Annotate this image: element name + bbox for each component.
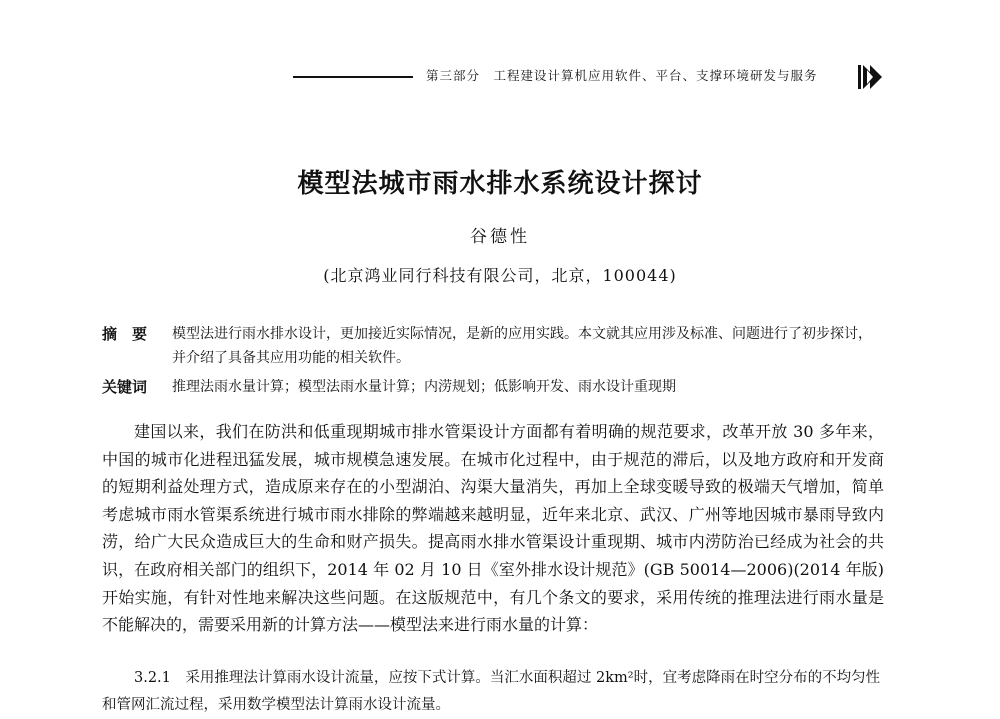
keywords-label: 关键词 [102,378,148,396]
article-author: 谷德性 [470,227,530,247]
header-arrow-icon [858,62,884,92]
abstract-label: 摘 要 [102,325,148,343]
abstract-text: 模型法进行雨水排水设计，更加接近实际情况，是新的应用实践。本文就其应用涉及标准、问题进行了初步探讨，并介绍了具备其应用功能的相关软件。 [172,326,872,366]
clause-paragraph: 3.2.1 采用推理法计算雨水设计流量，应按下式计算。当汇水面积超过 2km²时，宜考虑降雨在时空分布的不均匀性和管网汇流过程，采用数学模型法计算雨水设计流量。 [102,670,881,713]
header-rule [293,76,413,78]
article-title: 模型法城市雨水排水系统设计探讨 [297,169,703,199]
header-text: 第三部分 工程建设计算机应用软件、平台、支撑环境研发与服务 [426,68,818,83]
body-paragraph: 建国以来，我们在防洪和低重现期城市排水管渠设计方面都有着明确的规范要求，改革开放 30 多年来，中国的城市化进程迅猛发展，城市规模急速发展。在城市化过程中，由于规范的滞后，以及地方政府和开发商的短期利益处理方式，造成原来存在的小型湖泊、沟渠大量消失，再加上全球变暖导致的极端天气增加，简单考虑城市雨水管渠系统进行城市雨水排除的弊端越来越明显，近年来北京、武汉、广州等地因城市暴雨导致内涝，给广大民众造成巨大的生命和财产损失。提高雨水排水管渠设计重现期、城市内涝防治已经成为社会的共识，在政府相关部门的组织下，2014 年 02 月 10 日《室外排水设计规范》(GB 50014—2006)(2014 年版)开始实施，有针对性地来解决这些问题。在这版规范中，有几个条文的要求，采用传统的推理法进行雨水量是不能解决的，需要采用新的计算方法——模型法来进行雨水量的计算： [102,422,884,635]
running-header [293,62,893,92]
article-affiliation: (北京鸿业同行科技有限公司，北京，100044) [323,266,677,285]
keywords-text: 推理法雨水量计算；模型法雨水量计算；内涝规划；低影响开发、雨水设计重现期 [172,379,676,395]
